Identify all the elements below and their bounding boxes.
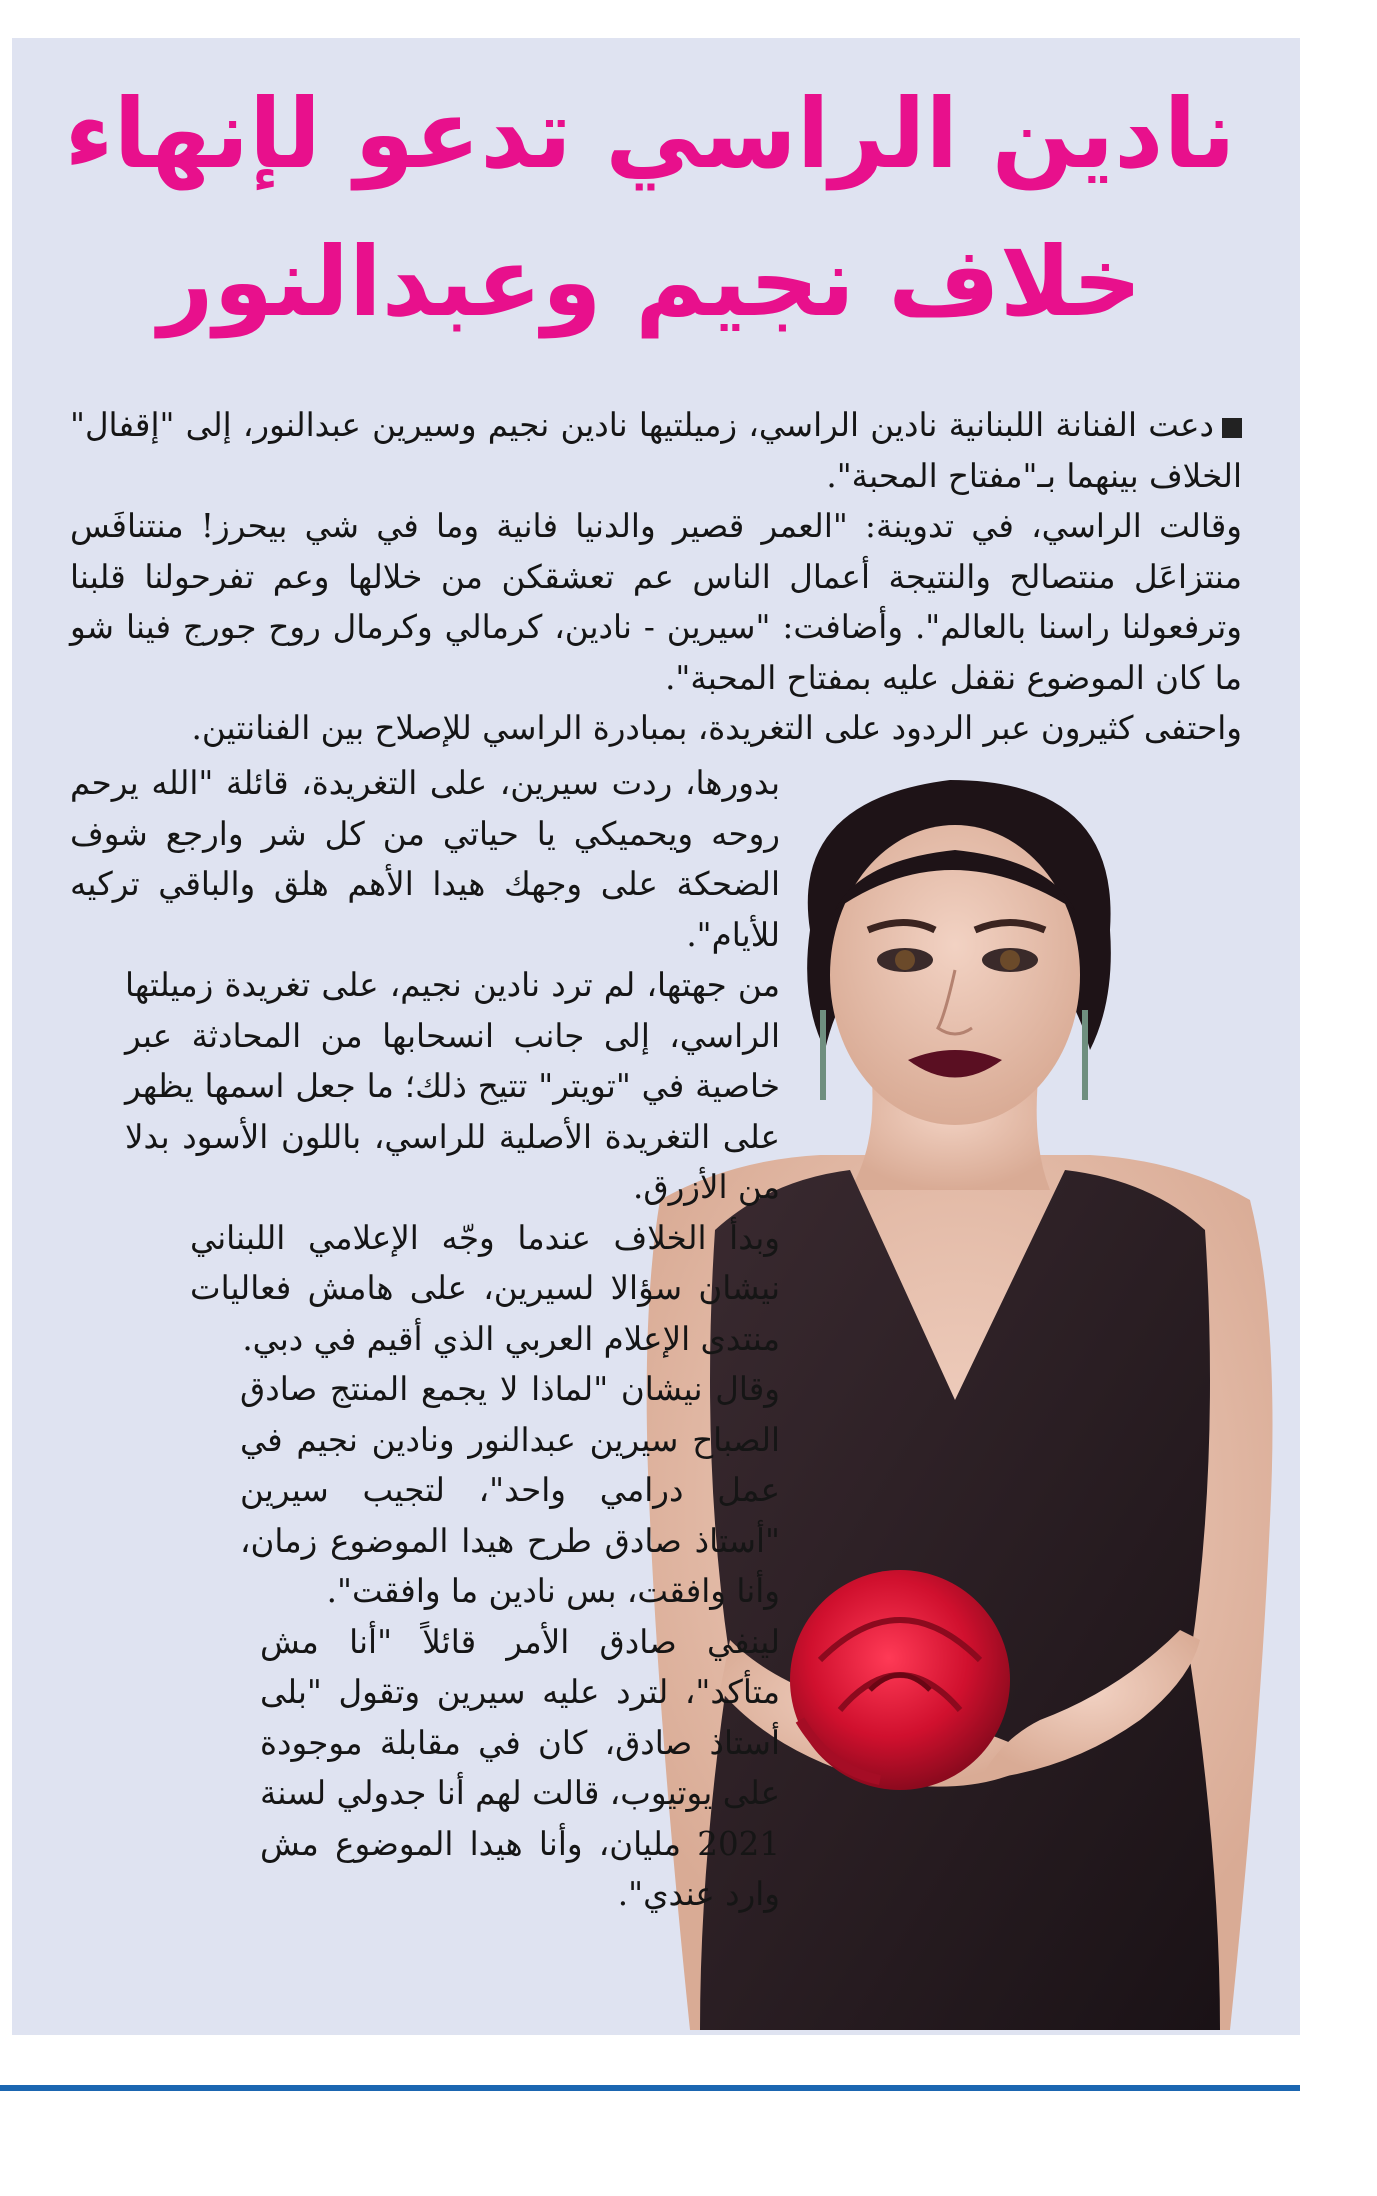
wrapped-column-text (70, 758, 780, 1920)
lead-text (70, 400, 1242, 754)
headline-line-2: خلاف نجيم وعبدالنور (158, 226, 1142, 338)
lead-paragraph: دعت الفنانة اللبنانية نادين الراسي، زميلتيها نادين نجيم وسيرين عبدالنور، إلى "إقفال" الخلاف بينهما بـ"مفتاح المحبة". (70, 406, 1242, 495)
column-paragraph: من جهتها، لم ترد نادين نجيم، على تغريدة زميلتها الراسي، إلى جانب انسحابها من المحادثة عبر خاصية في "تويتر" تتيح ذلك؛ ما جعل اسمها يظهر على التغريدة الأصلية للراسي، باللون الأسود بدلا من الأزرق. (125, 966, 780, 1206)
column-paragraph: بدورها، ردت سيرين، على التغريدة، قائلة "الله يرحم روحه ويحميكي يا حياتي من كل شر وارجع شوف الضحكة على وجهك هيدا الأهم هلق والباقي تركيه للأيام". (70, 764, 780, 954)
headline-line-1: نادين الراسي تدعو لإنهاء (64, 78, 1236, 190)
red-rose-icon (790, 1570, 1010, 1790)
column-paragraph: وقال نيشان "لماذا لا يجمع المنتج صادق الصباح سيرين عبدالنور ونادين نجيم في عمل درامي واحد"، لتجيب سيرين "أستاذ صادق طرح هيدا الموضوع زمان، وأنا وافقت، بس نادين ما وافقت". (240, 1370, 780, 1610)
column-paragraph: وبدأ الخلاف عندما وجّه الإعلامي اللبناني نيشان سؤالا لسيرين، على هامش فعاليات منتدى الإعلام العربي الذي أقيم في دبي. (190, 1218, 780, 1358)
bottom-blue-rule (0, 2085, 1300, 2091)
bullet-square-icon (1222, 418, 1242, 438)
lead-paragraph: وقالت الراسي، في تدوينة: "العمر قصير والدنيا فانية وما في شي بيحرز! منتنافَس منتزاعَل منتصالح والنتيجة أعمال الناس عم تعشقكن من خلالها وعم تفرحولنا قلبنا وترفعولنا راسنا بالعالم". وأضافت: "سيرين - نادين، كرمالي وكرمال روح جورج فينا شو ما كان الموضوع نقفل عليه بمفتاح المحبة". (70, 507, 1242, 697)
article-headline (30, 60, 1270, 356)
lead-paragraph: واحتفى كثيرون عبر الردود على التغريدة، بمبادرة الراسي للإصلاح بين الفنانتين. (191, 709, 1242, 747)
column-paragraph: لينفي صادق الأمر قائلاً "أنا مش متأكد"، لترد عليه سيرين وتقول "بلى أستاذ صادق، كان في مقابلة موجودة على يوتيوب، قالت لهم أنا جدولي لسنة 2021 مليان، وأنا هيدا الموضوع مش وارد عندي". (260, 1622, 780, 1913)
